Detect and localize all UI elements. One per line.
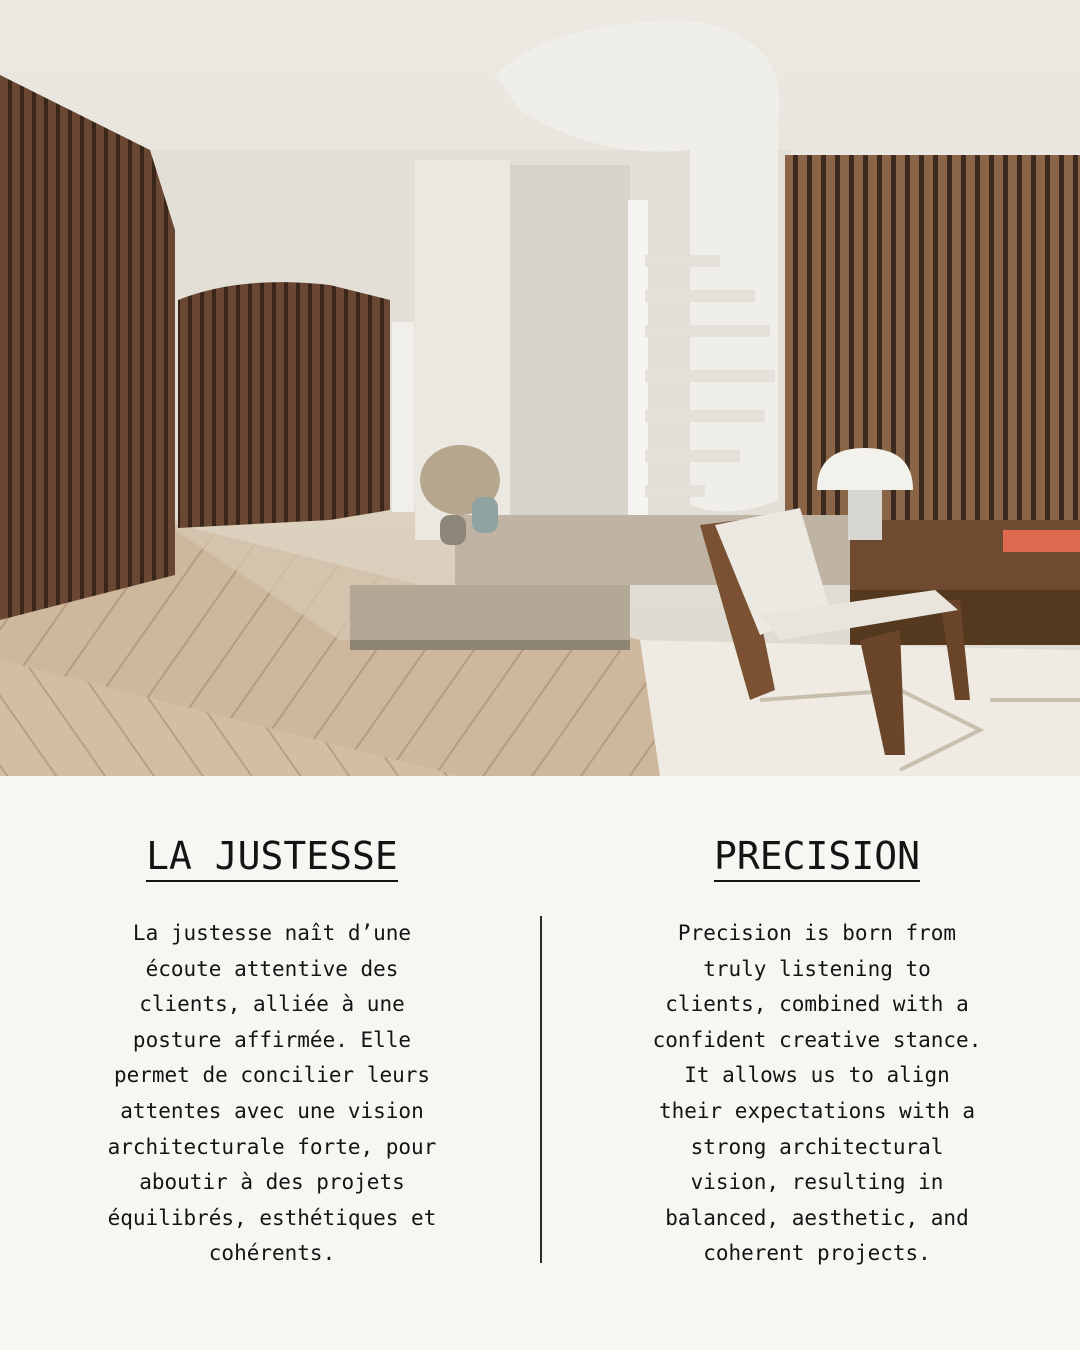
stone-step-lower bbox=[350, 585, 630, 645]
text-section bbox=[0, 776, 1080, 1350]
left-wood-wall bbox=[0, 75, 175, 620]
rug bbox=[640, 640, 1080, 776]
doorway bbox=[392, 322, 414, 512]
rear-wood-wall bbox=[178, 282, 390, 528]
column-divider bbox=[540, 916, 542, 1263]
stone-step-shadow bbox=[350, 640, 630, 650]
stair-wall bbox=[510, 165, 630, 515]
right-column-title: PRECISION bbox=[714, 832, 920, 882]
right-column-body: Precision is born from truly listening to clients, combined with a confident creative stance. It allows us to align their expectations with a strong architectural vision, resulting in balanced, aesthetic, and coherent projects. bbox=[652, 921, 982, 1266]
left-column-body: La justesse naît d’une écoute attentive des clients, alliée à une posture affirmée. Elle permet de concilier leurs attentes avec une vision architecturale forte, pour aboutir à des projets équilibrés, esthétiques et cohérents. bbox=[107, 921, 437, 1266]
stair-column bbox=[628, 200, 648, 530]
right-column bbox=[607, 832, 1027, 1272]
book bbox=[1003, 530, 1080, 552]
left-column bbox=[62, 832, 482, 1272]
left-column-title: LA JUSTESSE bbox=[146, 832, 398, 882]
